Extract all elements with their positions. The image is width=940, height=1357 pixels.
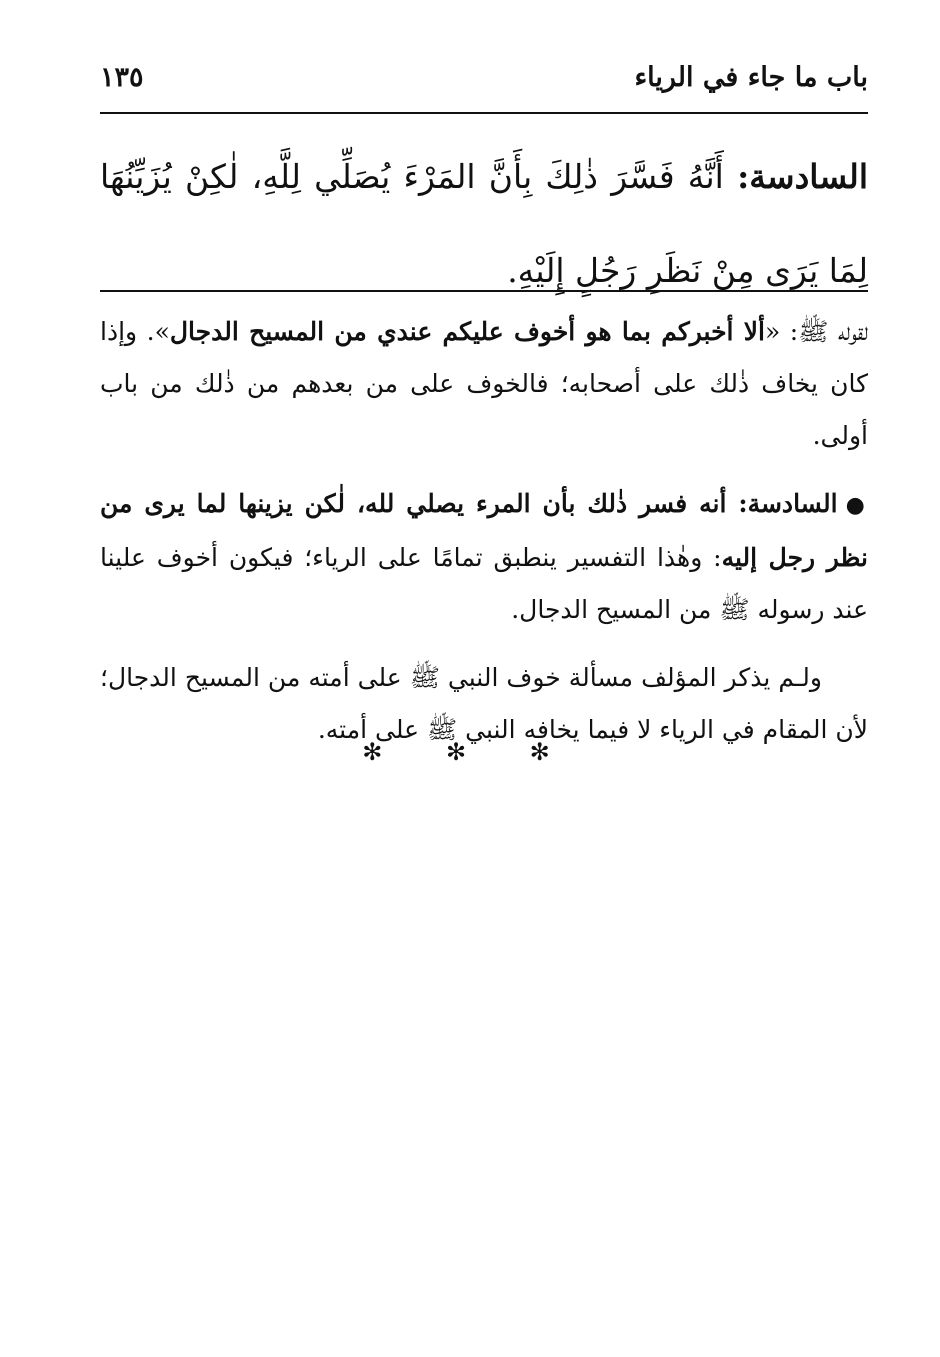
- matn-sharh-divider: [100, 290, 868, 292]
- quote-intro: لقوله ﷺ: «: [764, 317, 868, 346]
- commentary-paragraph-3: ولـم يذكر المؤلف مسألة خوف النبي ﷺ على أمته من المسيح الدجال؛ لأن المقام في الرياء لا فيما يخافه النبي ﷺ على أمته.: [100, 663, 868, 744]
- page-number: ١٣٥: [100, 62, 144, 93]
- matn-body: أَنَّهُ فَسَّرَ ذٰلِكَ بِأَنَّ المَرْءَ يُصَلِّي لِلَّهِ، لٰكِنْ يُزَيِّنُهَا لِمَا يَرَى مِنْ نَظَرِ رَجُلٍ إِلَيْهِ.: [100, 157, 868, 290]
- matn-lead: السادسة:: [737, 157, 868, 196]
- hadith-quote: ألا أخبركم بما هو أخوف عليكم عندي من المسيح الدجال: [169, 317, 765, 346]
- paragraph-1-rest: ». وإذا كان يخاف ذٰلك على أصحابه؛ فالخوف على من بعدهم من ذٰلك من باب أولى.: [100, 317, 868, 450]
- issue-heading: السادسة: أنه فسر ذٰلك بأن المرء يصلي لله، لٰكن يزينها لما يرى من نظر رجل إليه: [100, 489, 868, 572]
- running-title: باب ما جاء في الرياء: [634, 62, 868, 93]
- paragraph-2-rest: : وهٰذا التفسير ينطبق تمامًا على الرياء؛ فيكون أخوف علينا عند رسوله ﷺ من المسيح الدجال.: [100, 543, 868, 624]
- section-separator: ✻ ✻ ✻: [362, 738, 578, 766]
- header-rule: [100, 112, 868, 114]
- page-header: [100, 56, 868, 108]
- commentary-paragraph-1: [100, 306, 868, 462]
- commentary: [100, 306, 868, 772]
- commentary-paragraph-2: [100, 478, 868, 636]
- bullet-icon: ●: [845, 493, 868, 518]
